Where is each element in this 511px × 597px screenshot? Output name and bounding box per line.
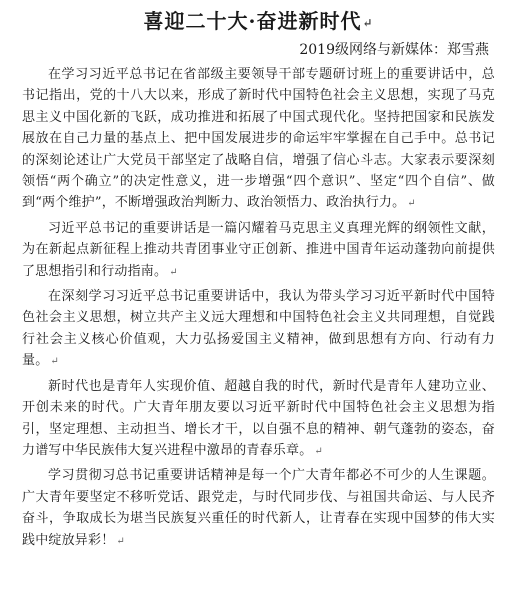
paragraph-mark-icon: ↵ (314, 445, 323, 457)
paragraph-mark-icon: ↵ (50, 356, 59, 368)
paragraph-text: 习近平总书记的重要讲话是一篇闪耀着马克思主义真理光辉的纲领性文献，为在新起点新征程上推动共青团事业守正创新、推进中国青年运动蓬勃向前提供了思想指引和行动指南。 (22, 220, 495, 279)
paragraph (22, 64, 495, 215)
paragraph (22, 465, 495, 552)
paragraph (22, 286, 495, 373)
paragraph-text: 在深刻学习习近平总书记重要讲话中，我认为带头学习习近平新时代中国特色社会主义思想，树立共产主义远大理想和中国特色社会主义共同理想，自觉践行社会主义核心价值观，大力弘扬爱国主义精神，做到思想有方向、行动有力量。 (22, 289, 495, 369)
paragraph-text: 在学习习近平总书记在省部级主要领导干部专题研讨班上的重要讲话中，总书记指出，党的十八大以来，形成了新时代中国特色社会主义思想，实现了马克思主义中国化新的飞跃，成功推进和拓展了中国式现代化。坚持把国家和民族发展放在自己力量的基点上、把中国发展进步的命运牢牢掌握在自己手中。总书记的深刻论述让广大党员干部坚定了战略自信，增强了信心斗志。大家表示要深刻领悟“两个确立”的决定性意义，进一步增强“四个意识”、坚定“四个自信”、做到“两个维护”，不断增强政治判断力、政治领悟力、政治执行力。 (22, 67, 495, 211)
paragraph-mark-icon: ↵ (407, 198, 416, 210)
author-line: 2019级网络与新媒体：郑雪燕 (299, 42, 489, 58)
paragraph (22, 218, 495, 283)
paragraph-text: 学习贯彻习总书记重要讲话精神是每一个广大青年都必不可少的人生课题。广大青年要坚定不移听党话、跟党走，与时代同步伐、与祖国共命运、与人民齐奋斗，争取成长为堪当民族复兴重任的时代新人，让青春在实现中国梦的伟大实践中绽放异彩！ (22, 468, 495, 548)
paragraph (22, 376, 495, 463)
paragraph-mark-icon: ↵ (116, 535, 125, 547)
paragraph-text: 新时代也是青年人实现价值、超越自我的时代，新时代是青年人建功立业、开创未来的时代。广大青年朋友要以习近平新时代中国特色社会主义思想为指引，坚定理想、主动担当、增长才干，以自强不息的精神、朝气蓬勃的姿态，奋力谱写中华民族伟大复兴进程中激昂的青春乐章。 (22, 378, 495, 458)
paragraph-mark-icon: ↵ (362, 15, 374, 30)
document-title-text: 喜迎二十大·奋进新时代 (143, 9, 362, 33)
paragraph-mark-icon: ↵ (169, 266, 178, 278)
document-title (22, 8, 495, 34)
